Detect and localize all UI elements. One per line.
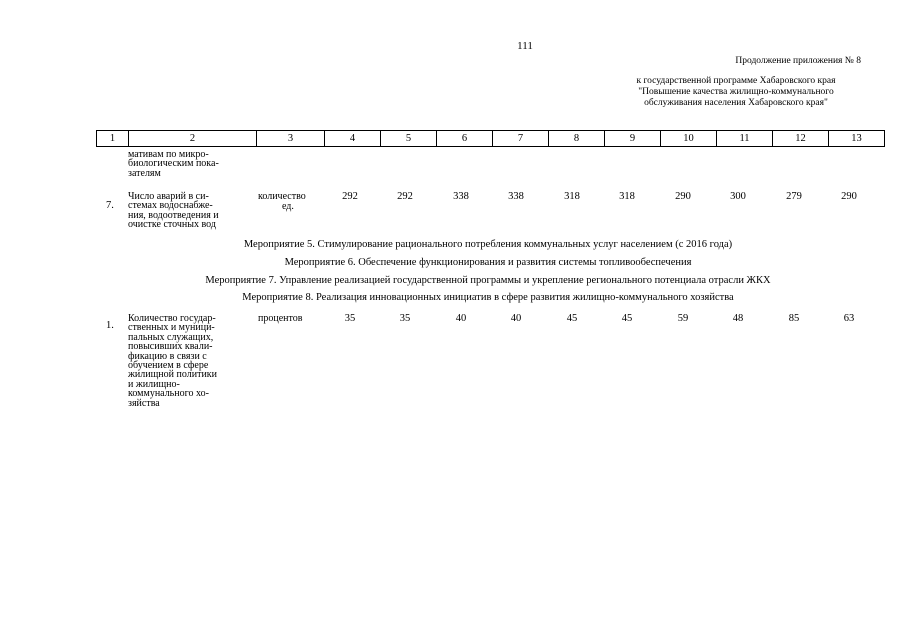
name-line: очистке сточных вод (128, 219, 216, 231)
name-line: коммунального хо- (128, 388, 209, 400)
row-1-value: 85 (788, 313, 800, 324)
col-header-5: 5 (381, 131, 437, 147)
appendix-continuation: Продолжение приложения № 8 (735, 56, 861, 66)
col-header-6: 6 (437, 131, 493, 147)
row-7-value: 318 (564, 191, 580, 202)
col-header-10: 10 (661, 131, 717, 147)
row-1-value: 48 (732, 313, 744, 324)
name-line: жилищной политики (128, 369, 217, 381)
activity-heading-8: Мероприятие 8. Реализация инновационных инициатив в сфере развития жилищно-коммунального хозяйства (242, 292, 734, 303)
name-line: и жилищно- (128, 378, 180, 390)
name-line: зяйства (128, 397, 160, 409)
col-header-3: 3 (257, 131, 325, 147)
row-7-value: 300 (730, 191, 746, 202)
col-header-1: 1 (97, 131, 129, 147)
row-7-value: 338 (508, 191, 524, 202)
activity-heading-7: Мероприятие 7. Управление реализацией государственной программы и укрепление регионального потенциала отрасли ЖКХ (205, 275, 771, 286)
name-line: ния, водоотведения и (128, 209, 219, 221)
col-header-7: 7 (493, 131, 549, 147)
appendix-line-3: обслуживания населения Хабаровского края" (644, 98, 828, 108)
row-1-unit (258, 314, 302, 324)
row-7-name (128, 192, 252, 230)
row-7-value: 338 (453, 191, 469, 202)
column-header-row (97, 131, 885, 147)
name-line: биологическим пока- (128, 158, 219, 170)
name-line: фикацию в связи с (128, 350, 207, 362)
unit-line: процентов (258, 313, 303, 324)
name-line: ственных и муници- (128, 322, 215, 334)
row-7-value: 290 (675, 191, 691, 202)
row-1-value: 45 (566, 313, 578, 324)
row-7-value: 279 (786, 191, 802, 202)
row-1-value: 35 (344, 313, 356, 324)
row-1-name (128, 314, 252, 408)
activity-heading-6: Мероприятие 6. Обеспечение функционирования и развития системы топливообеспечения (284, 257, 692, 268)
col-header-8: 8 (549, 131, 605, 147)
name-line: стемах водоснабже- (128, 200, 213, 212)
name-line: Количество государ- (128, 313, 216, 324)
row-7-value: 292 (342, 191, 358, 202)
appendix-line-1: к государственной программе Хабаровского края (636, 76, 836, 86)
row-7-value: 290 (841, 191, 857, 202)
col-header-11: 11 (717, 131, 773, 147)
unit-line: ед. (282, 201, 294, 212)
row-1-value: 40 (510, 313, 522, 324)
appendix-note (531, 56, 861, 109)
name-line: мативам по микро- (128, 149, 209, 160)
unit-line: количество (258, 191, 306, 202)
name-line: пальных служащих, (128, 331, 214, 343)
row-1-value: 45 (621, 313, 633, 324)
row-1-value: 40 (455, 313, 467, 324)
col-header-9: 9 (605, 131, 661, 147)
column-header-table (96, 130, 885, 147)
appendix-line-2: "Повышение качества жилищно-коммунального (638, 87, 834, 97)
col-header-12: 12 (773, 131, 829, 147)
name-line: повысивших квали- (128, 341, 213, 353)
page-number: 111 (517, 40, 533, 52)
row-1-number: 1. (106, 320, 114, 331)
row-7-number: 7. (106, 200, 114, 211)
name-line: обучением в сфере (128, 360, 209, 372)
activity-heading-5: Мероприятие 5. Стимулирование рационального потребления коммунальных услуг населением (с 2016 года) (243, 239, 733, 250)
row-7-unit (258, 192, 306, 212)
row-7-value: 292 (397, 191, 413, 202)
col-header-13: 13 (829, 131, 885, 147)
row-continuation-name (128, 150, 252, 178)
row-1-value: 59 (677, 313, 689, 324)
name-line: зателям (128, 167, 161, 179)
col-header-4: 4 (325, 131, 381, 147)
row-1-value: 63 (843, 313, 855, 324)
row-7-value: 318 (619, 191, 635, 202)
col-header-2: 2 (129, 131, 257, 147)
name-line: Число аварий в си- (128, 191, 209, 202)
row-1-value: 35 (399, 313, 411, 324)
